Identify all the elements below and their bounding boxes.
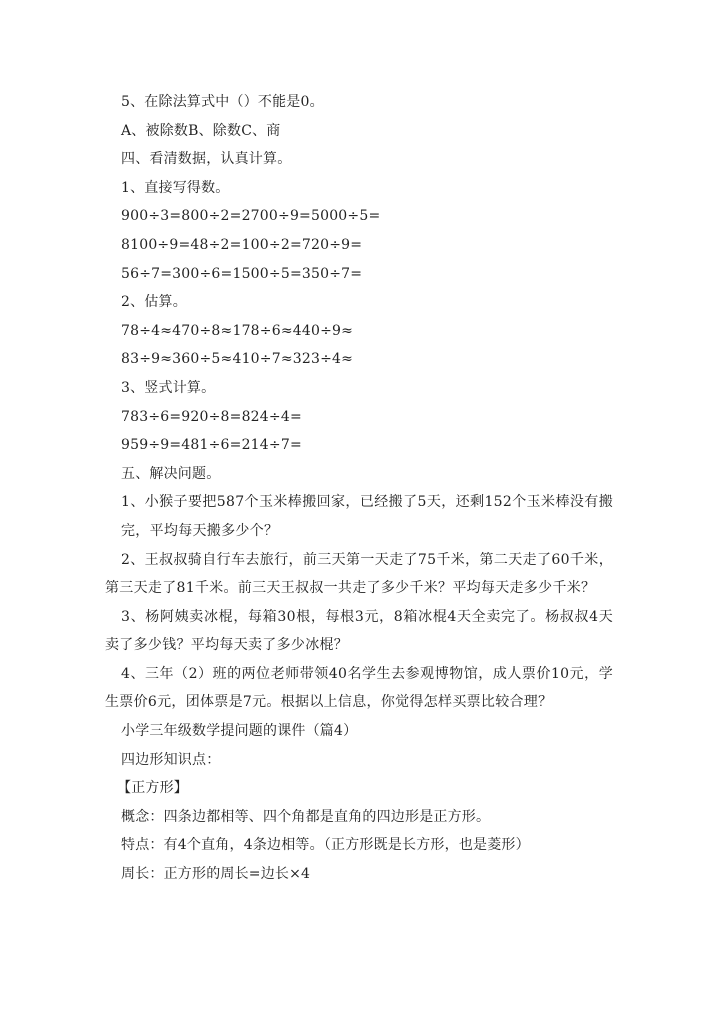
section-five-heading: 五、解决问题。 (121, 465, 221, 482)
subsection-1-heading: 1、直接写得数。 (121, 179, 230, 196)
word-problem-2: 2、王叔叔骑自行车去旅行，前三天第一天走了75千米，第二天走了60千米，第三天走了81千米。前三天王叔叔一共走了多少千米？平均每天走多少千米？ (105, 551, 613, 597)
word-problem-3: 3、杨阿姨卖冰棍，每箱30根，每根3元，8箱冰棍4天全卖完了。杨叔叔4天卖了多少钱？平均每天卖了多少冰棍？ (105, 608, 613, 654)
document-body (105, 88, 621, 889)
calc-row-1: 900÷3=800÷2=2700÷9=5000÷5= (121, 208, 381, 225)
calc-row-3: 56÷7=300÷6=1500÷5=350÷7= (121, 265, 363, 282)
chapter-title: 小学三年级数学提问题的课件（篇4） (121, 723, 358, 740)
calc-row-2: 8100÷9=48÷2=100÷2=720÷9= (121, 236, 363, 253)
word-problem-4: 4、三年（2）班的两位老师带领40名学生去参观博物馆，成人票价10元，学生票价6元，团体票是7元。根据以上信息，你觉得怎样买票比较合理？ (105, 665, 613, 711)
section-four-heading: 四、看清数据，认真计算。 (121, 151, 292, 168)
subsection-2-heading: 2、估算。 (121, 294, 187, 311)
question-5: 5、在除法算式中（）不能是0。 (121, 94, 324, 110)
square-perimeter: 周长：正方形的周长=边长×4 (121, 866, 311, 883)
word-problem-1: 1、小猴子要把587个玉米棒搬回家，已经搬了5天，还剩152个玉米棒没有搬完，平均每天搬多少个？ (121, 494, 613, 539)
vertical-calc-row-1: 783÷6=920÷8=824÷4= (121, 408, 302, 425)
estimate-row-1: 78÷4≈470÷8≈178÷6≈440÷9≈ (121, 322, 354, 339)
vertical-calc-row-2: 959÷9=481÷6=214÷7= (121, 437, 302, 454)
square-heading: 【正方形】 (117, 780, 188, 797)
knowledge-heading: 四边形知识点： (121, 751, 221, 768)
subsection-3-heading: 3、竖式计算。 (121, 379, 216, 396)
square-features: 特点：有4个直角，4条边相等。（正方形既是长方形，也是菱形） (121, 837, 530, 854)
square-concept: 概念：四条边都相等、四个角都是直角的四边形是正方形。 (121, 808, 491, 825)
estimate-row-2: 83÷9≈360÷5≈410÷7≈323÷4≈ (121, 351, 354, 368)
question-5-options: A、被除数B、除数C、商 (121, 122, 281, 139)
